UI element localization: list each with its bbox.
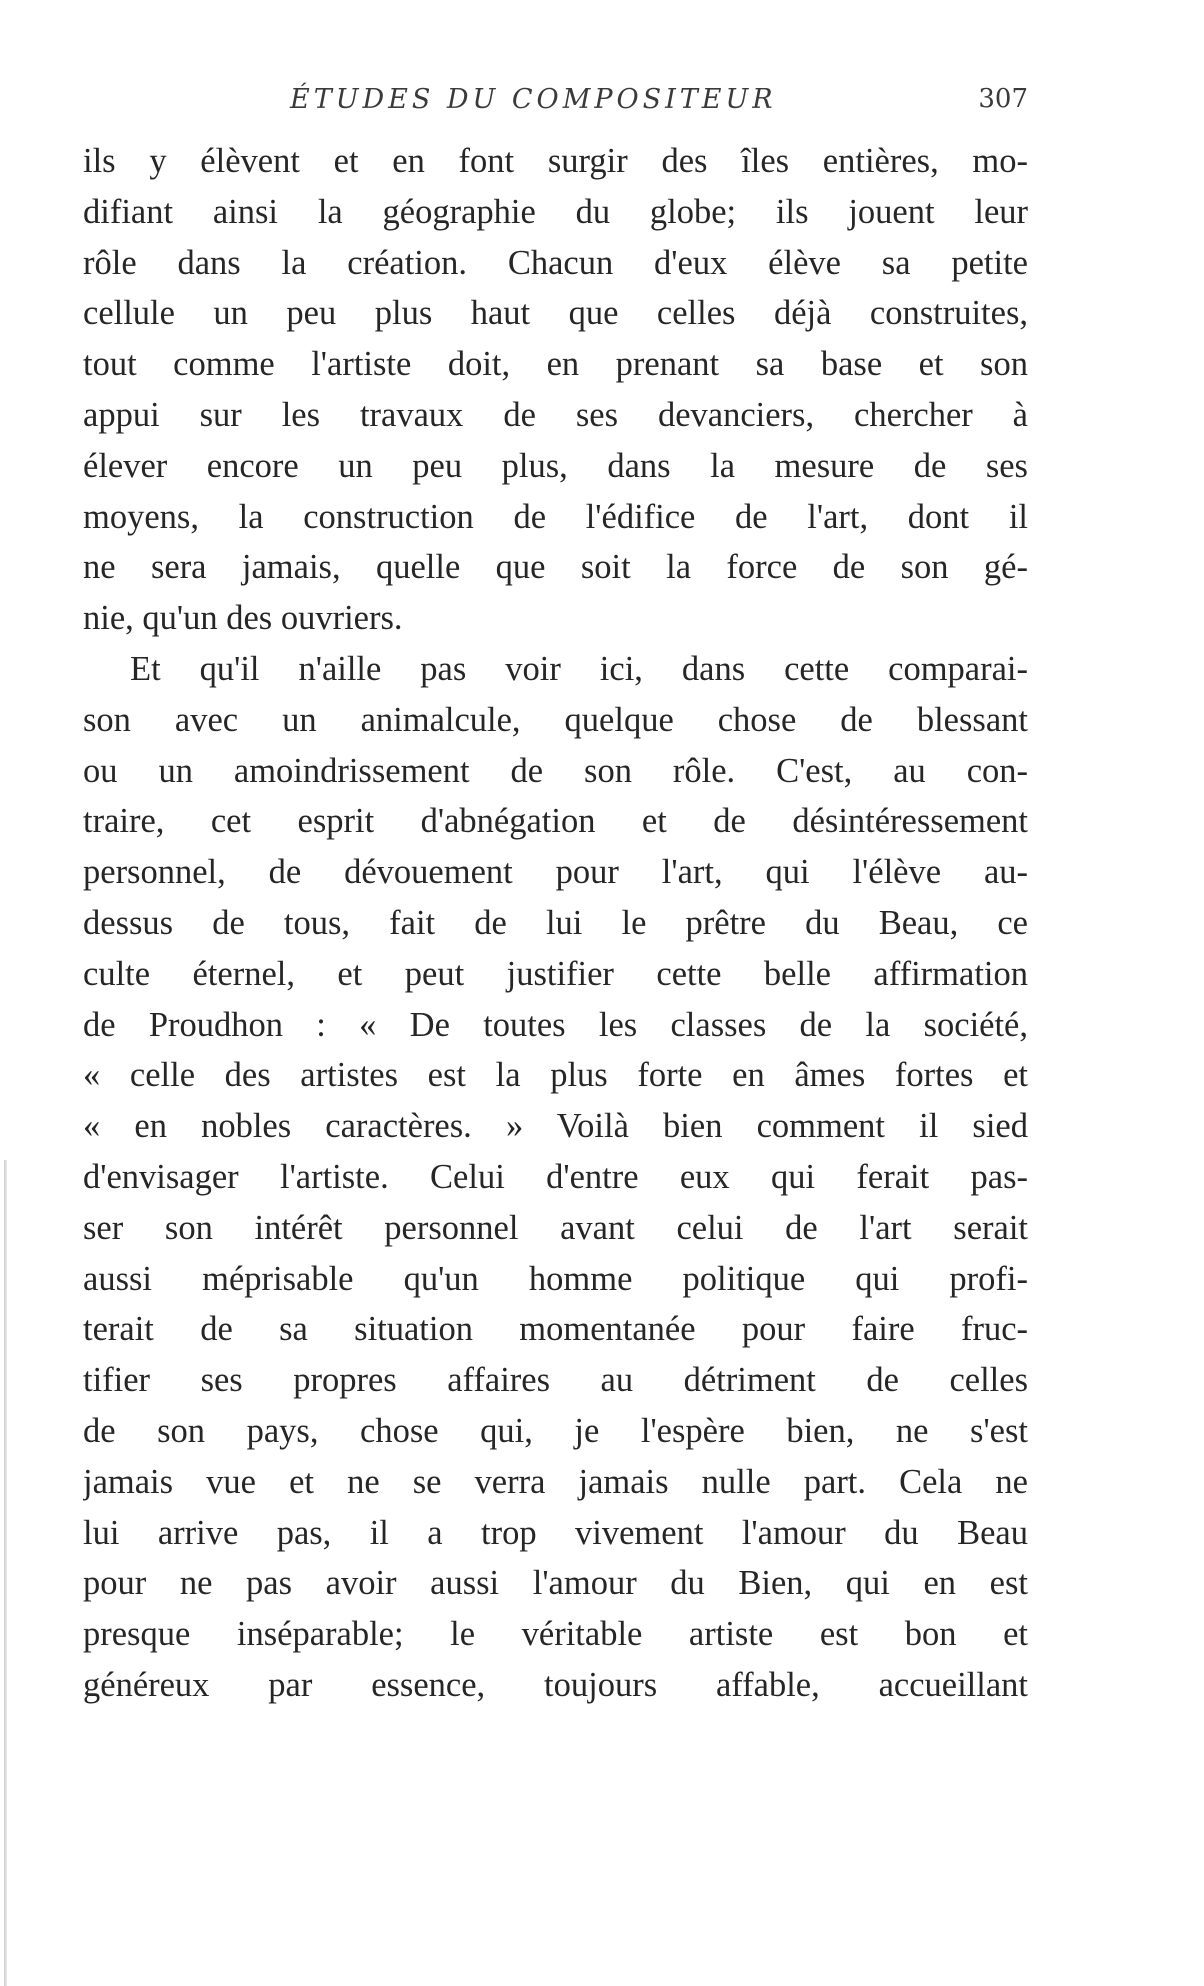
text-line: ils y élèvent et en font surgir des îles entières, mo- bbox=[83, 142, 1028, 180]
text-line: ne sera jamais, quelle que soit la force de son gé- bbox=[83, 548, 1028, 587]
text-line: culte éternel, et peut justifier cette belle affirmation bbox=[83, 954, 1028, 993]
text-line: tout comme l'artiste doit, en prenant sa base et son bbox=[83, 345, 1028, 384]
text-line: pour ne pas avoir aussi l'amour du Bien, qui en est bbox=[83, 1564, 1028, 1603]
text-line: personnel, de dévouement pour l'art, qui l'élève au- bbox=[83, 853, 1028, 892]
text-line: rôle dans la création. Chacun d'eux élève sa petite bbox=[83, 243, 1028, 282]
text-line: ser son intérêt personnel avant celui de l'art serait bbox=[83, 1208, 1028, 1247]
text-line: moyens, la construction de l'édifice de l'art, dont il bbox=[83, 497, 1028, 536]
text-line: traire, cet esprit d'abnégation et de désintéressement bbox=[83, 802, 1028, 841]
running-head bbox=[290, 84, 1028, 124]
text-line: son avec un animalcule, quelque chose de blessant bbox=[83, 700, 1028, 739]
text-line: cellule un peu plus haut que celles déjà construites, bbox=[83, 294, 1028, 333]
text-line: difiant ainsi la géographie du globe; ils jouent leur bbox=[83, 192, 1028, 231]
text-line: ou un amoindrissement de son rôle. C'est, au con- bbox=[83, 751, 1028, 790]
text-line: appui sur les travaux de ses devanciers, chercher à bbox=[83, 395, 1028, 434]
running-title: ÉTUDES DU COMPOSITEUR bbox=[290, 84, 777, 115]
paragraph-start-line: Et qu'il n'aille pas voir ici, dans cette comparai- bbox=[130, 649, 1028, 688]
page-number: 307 bbox=[978, 84, 1028, 114]
text-line: tifier ses propres affaires au détriment de celles bbox=[83, 1361, 1028, 1400]
text-line: d'envisager l'artiste. Celui d'entre eux qui ferait pas- bbox=[83, 1157, 1028, 1196]
text-line: jamais vue et ne se verra jamais nulle part. Cela ne bbox=[83, 1462, 1028, 1501]
binding-edge bbox=[4, 1160, 7, 1986]
text-line: « en nobles caractères. » Voilà bien comment il sied bbox=[83, 1107, 1028, 1146]
text-line: généreux par essence, toujours affable, accueillant bbox=[83, 1665, 1028, 1704]
text-line: dessus de tous, fait de lui le prêtre du Beau, ce bbox=[83, 903, 1028, 942]
text-line: de son pays, chose qui, je l'espère bien, ne s'est bbox=[83, 1411, 1028, 1450]
text-line: « celle des artistes est la plus forte en âmes fortes et bbox=[83, 1056, 1028, 1095]
text-line: presque inséparable; le véritable artiste est bon et bbox=[83, 1615, 1028, 1654]
text-line: nie, qu'un des ouvriers. bbox=[83, 599, 403, 638]
text-line: de Proudhon : « De toutes les classes de la société, bbox=[83, 1005, 1028, 1044]
text-line: aussi méprisable qu'un homme politique qui profi- bbox=[83, 1259, 1028, 1298]
text-line: lui arrive pas, il a trop vivement l'amour du Beau bbox=[83, 1513, 1028, 1552]
text-line: terait de sa situation momentanée pour faire fruc- bbox=[83, 1310, 1028, 1349]
text-line: élever encore un peu plus, dans la mesure de ses bbox=[83, 446, 1028, 485]
body-text bbox=[83, 136, 1028, 1711]
